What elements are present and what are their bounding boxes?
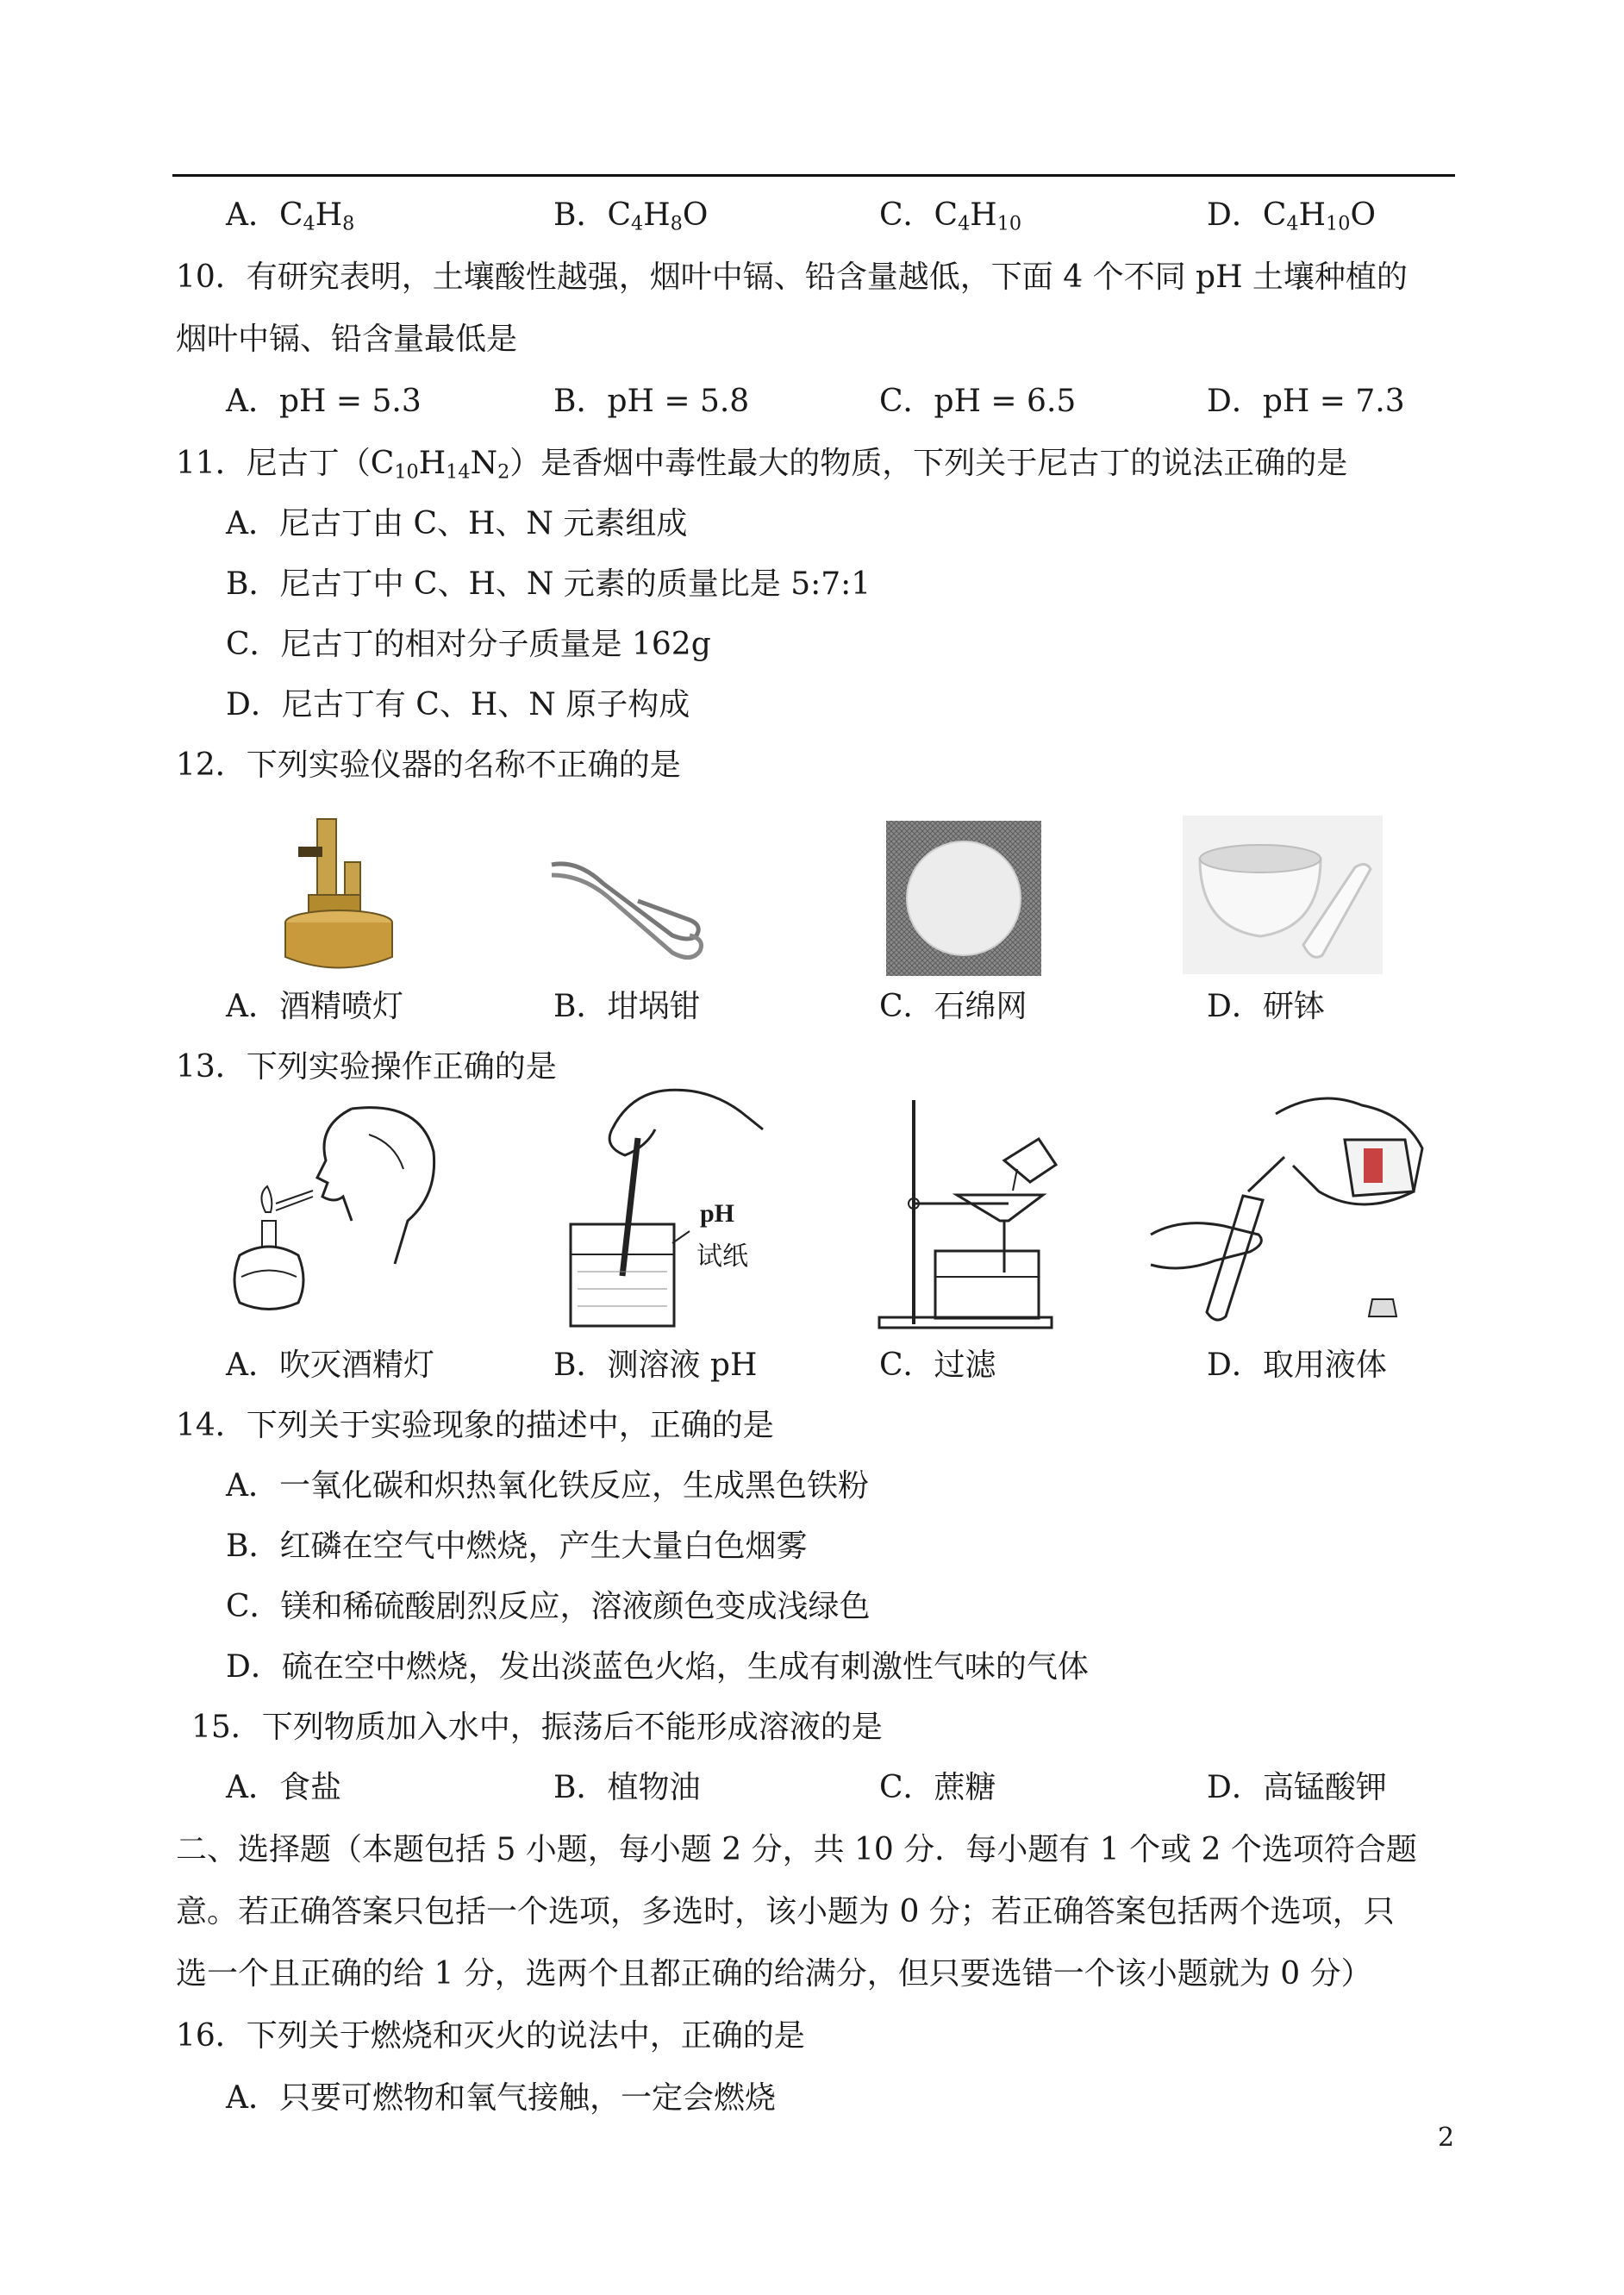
q11-option-d: D．尼古丁有 C、H、N 原子构成 bbox=[226, 687, 690, 722]
q11-option-a: A．尼古丁由 C、H、N 元素组成 bbox=[226, 506, 688, 541]
q14-option-d: D．硫在空中燃烧，发出淡蓝色火焰，生成有刺激性气味的气体 bbox=[226, 1649, 1089, 1685]
q10-option-d: D．pH = 7.3 bbox=[1207, 384, 1405, 419]
blow-out-lamp-image bbox=[222, 1100, 447, 1333]
section2-line1: 二、选择题（本题包括 5 小题，每小题 2 分，共 10 分．每小题有 1 个或 2 个选项符合题 bbox=[176, 1832, 1417, 1867]
q13-option-a: A．吹灭酒精灯 bbox=[226, 1348, 434, 1383]
q15-option-d: D．高锰酸钾 bbox=[1207, 1770, 1387, 1805]
q10-option-a: A．pH = 5.3 bbox=[226, 384, 422, 419]
q15-option-c: C．蔗糖 bbox=[879, 1770, 996, 1805]
q10-stem-line2: 烟叶中镉、铅含量最低是 bbox=[176, 322, 518, 357]
q11-option-b: B．尼古丁中 C、H、N 元素的质量比是 5:7:1 bbox=[226, 566, 871, 602]
filtration-image bbox=[871, 1091, 1069, 1333]
page-number: 2 bbox=[1438, 2123, 1455, 2153]
q15-option-b: B．植物油 bbox=[553, 1770, 701, 1805]
q13-stem: 13．下列实验操作正确的是 bbox=[176, 1049, 557, 1085]
q10-option-b: B．pH = 5.8 bbox=[553, 384, 750, 419]
paper-label: 试纸 bbox=[696, 1241, 748, 1272]
q16-option-a: A．只要可燃物和氧气接触，一定会燃烧 bbox=[226, 2080, 776, 2116]
pour-liquid-image bbox=[1146, 1088, 1433, 1331]
q12-option-d: D．研钵 bbox=[1207, 989, 1325, 1024]
asbestos-gauze-image bbox=[886, 821, 1041, 976]
q11-stem: 11．尼古丁$(C_{10}H_{14}N_2)$是香烟中毒性最大的物质，下列关于尼古丁的说法正确的是 bbox=[176, 446, 1348, 484]
q12-option-a: A．酒精喷灯 bbox=[226, 989, 403, 1024]
q11-option-c: C．尼古丁的相对分子质量是 162g bbox=[226, 627, 711, 662]
q12-option-c: C．石绵网 bbox=[879, 989, 1027, 1024]
q14-option-a: A．一氧化碳和炽热氧化铁反应，生成黑色铁粉 bbox=[226, 1468, 869, 1504]
q13-option-c: C．过滤 bbox=[879, 1348, 996, 1383]
q9-option-b: B．$C_4H_8O$ bbox=[553, 197, 709, 235]
q13-option-b: B．测溶液 pH bbox=[553, 1348, 758, 1383]
header-rule bbox=[172, 174, 1455, 177]
q14-stem: 14．下列关于实验现象的描述中，正确的是 bbox=[176, 1408, 774, 1443]
q16-stem: 16．下列关于燃烧和灭火的说法中，正确的是 bbox=[176, 2018, 805, 2054]
q9-option-d: D．$C_4H_{10}O$ bbox=[1207, 197, 1376, 235]
q12-option-b: B．坩埚钳 bbox=[553, 989, 701, 1024]
q12-stem: 12．下列实验仪器的名称不正确的是 bbox=[176, 747, 681, 783]
q15-stem: 15．下列物质加入水中，振荡后不能形成溶液的是 bbox=[191, 1710, 883, 1745]
section2-line2: 意。若正确答案只包括一个选项，多选时，该小题为 0 分；若正确答案包括两个选项，只 bbox=[176, 1894, 1395, 1929]
q13-option-d: D．取用液体 bbox=[1207, 1348, 1387, 1383]
alcohol-blast-lamp-image bbox=[274, 802, 403, 974]
q14-option-b: B．红磷在空气中燃烧，产生大量白色烟雾 bbox=[226, 1529, 808, 1564]
ph-label: pH bbox=[700, 1199, 735, 1228]
q14-option-c: C．镁和稀硫酸剧烈反应，溶液颜色变成浅绿色 bbox=[226, 1589, 871, 1624]
section2-line3: 选一个且正确的给 1 分，选两个且都正确的给满分，但只要选错一个该小题就为 0 分） bbox=[176, 1956, 1372, 1992]
q15-option-a: A．食盐 bbox=[226, 1770, 341, 1805]
mortar-pestle-image bbox=[1183, 816, 1383, 974]
q9-option-c: C．$C_4H_{10}$ bbox=[879, 197, 1022, 235]
ph-test-image bbox=[560, 1078, 776, 1336]
q10-stem-line1: 10．有研究表明，土壤酸性越强，烟叶中镉、铅含量越低，下面 4 个不同 pH 土壤种植的 bbox=[176, 260, 1408, 295]
q9-option-a: A．$C_4H_8$ bbox=[226, 197, 355, 235]
q10-option-c: C．pH = 6.5 bbox=[879, 384, 1077, 419]
crucible-tongs-image bbox=[543, 849, 715, 970]
